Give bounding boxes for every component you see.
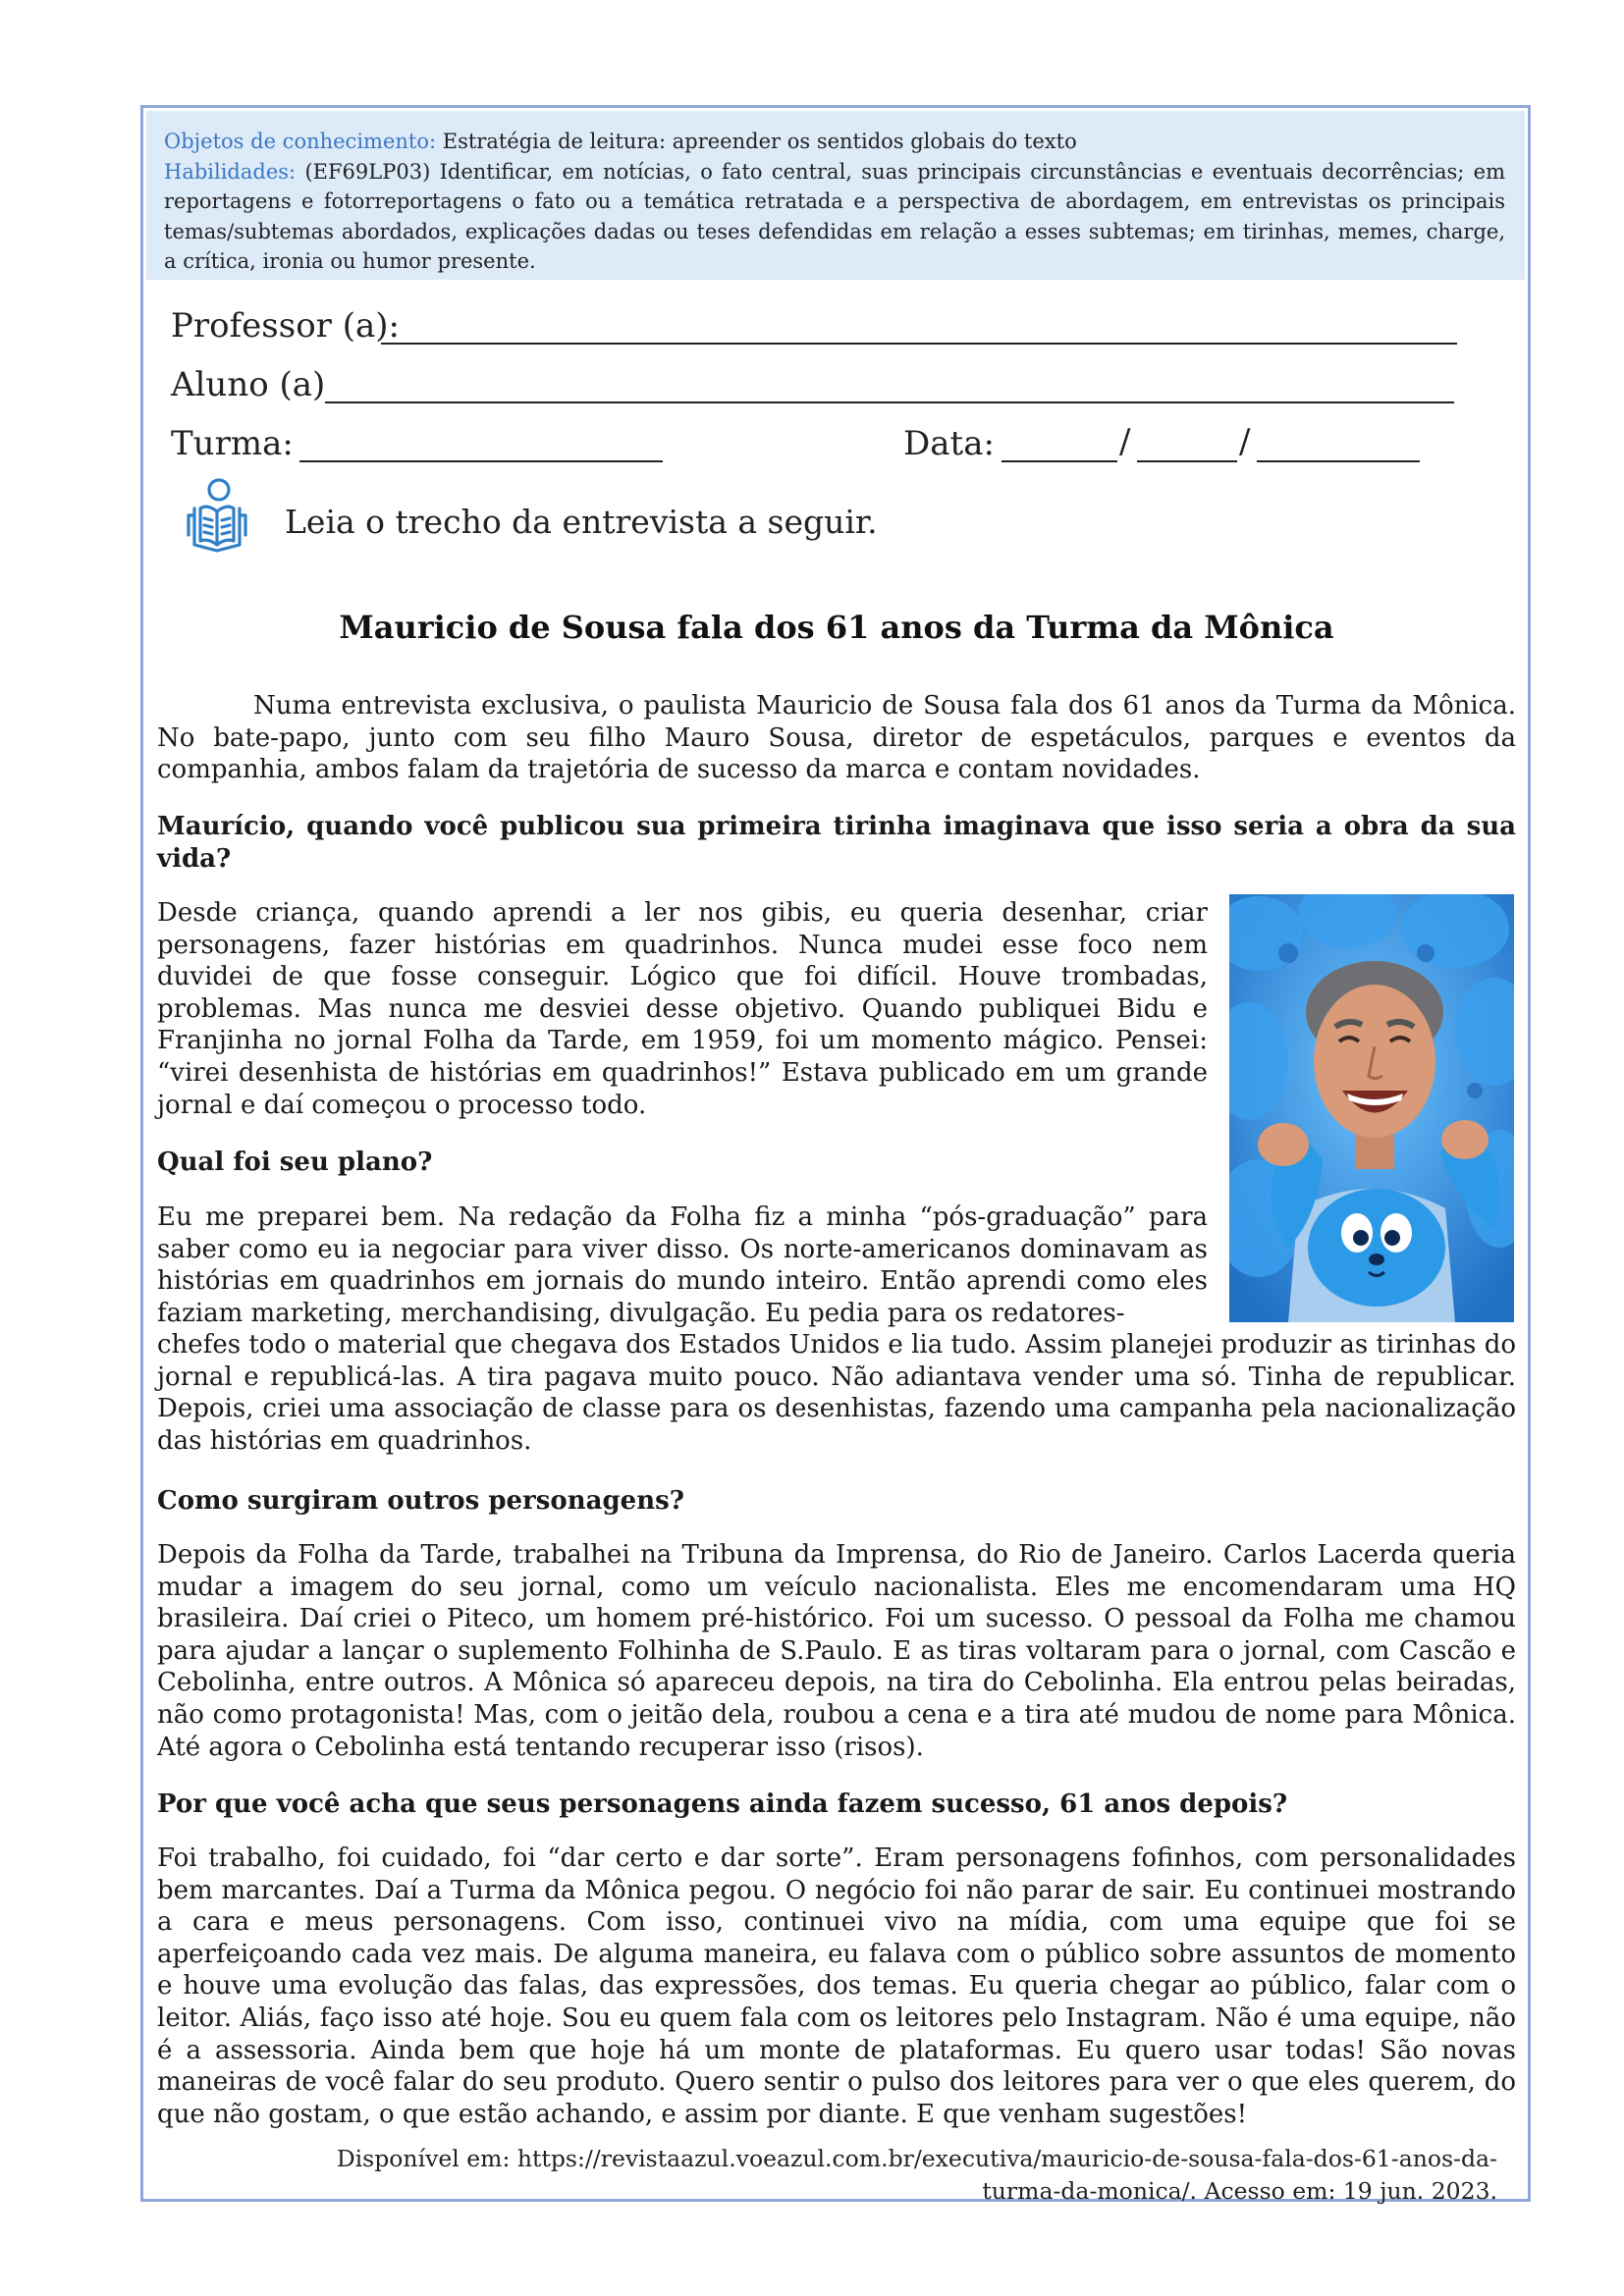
- date-day-field[interactable]: [1001, 460, 1117, 462]
- skills-header: [146, 111, 1525, 280]
- objetos-text: Estratégia de leitura: apreender os sentidos globais do texto: [442, 130, 1077, 153]
- habilidades-label: Habilidades:: [164, 159, 297, 184]
- source-citation: [236, 2143, 1497, 2208]
- aluno-label: Aluno (a): [171, 365, 326, 404]
- answer-4: Foi trabalho, foi cuidado, foi “dar certo e dar sorte”. Eram personagens fofinhos, com personalidades bem marcantes. Daí a Turma da Mônica pegou. O negócio foi não parar de sair. Eu continuei mostrando a cara e meus personagens. Com isso, continuei vivo na mídia, com uma equipe que foi se aperfeiçoando cada vez mais. De alguma maneira, eu falava com o público sobre assuntos de momento e houve uma evolução das falas, das expressões, dos temas. Eu queria chegar ao público, falar com o leitor. Aliás, faço isso até hoje. Sou eu quem fala com os leitores pelo Instagram. Não é uma equipe, não é a assessoria. Ainda bem que hoje há um monte de plataformas. Eu quero usar todas! São novas maneiras de você falar do seu produto. Quero sentir o pulso dos leitores para ver o que eles querem, do que não gostam, o que estão achando, e assim por diante. E que venham sugestões!: [157, 1843, 1516, 2129]
- source-line-2: turma-da-monica/. Acesso em: 19 jun. 2023.: [982, 2177, 1497, 2205]
- reading-instruction: Leia o trecho da entrevista a seguir.: [285, 503, 878, 541]
- photo-illustration: [1229, 894, 1514, 1322]
- turma-field[interactable]: [299, 460, 663, 462]
- intro-block: [157, 690, 1516, 786]
- question-1: Maurício, quando você publicou sua primeira tirinha imaginava que isso seria a obra da sua vida?: [157, 812, 1516, 874]
- source-line-1: Disponível em: https://revistaazul.voeazul.com.br/executiva/mauricio-de-sousa-fala-dos-61-anos-da-: [336, 2145, 1497, 2172]
- turma-label: Turma:: [171, 424, 294, 463]
- answer-2-part-2: chefes todo o material que chegava dos Estados Unidos e lia tudo. Assim planejei produzir as tirinhas do jornal e republicá-las. A tira pagava muito pouco. Não adiantava vender uma só. Tinha de republicar. Depois, criei uma associação de classe para os desenhistas, fazendo uma campanha pela nacionalização das histórias em quadrinhos.: [157, 1330, 1516, 1456]
- habilidades-text: (EF69LP03) Identificar, em notícias, o fato central, suas principais circunstâncias e eventuais decorrências; em reportagens e fotorreportagens o fato ou a temática retratada e a perspectiva de abordagem, em entrevistas os principais temas/subtemas abordados, explicações dadas ou teses defendidas em relação a esses subtemas; em tirinhas, memes, charge, a crítica, ironia ou humor presente.: [164, 159, 1505, 273]
- date-month-field[interactable]: [1137, 460, 1237, 462]
- article-title: Mauricio de Sousa fala dos 61 anos da Turma da Mônica: [339, 609, 1334, 646]
- objetos-label: Objetos de conhecimento:: [164, 130, 437, 153]
- question-3: Como surgiram outros personagens?: [157, 1486, 684, 1516]
- reading-person-icon: [177, 476, 257, 557]
- mauricio-photo: [1229, 894, 1514, 1322]
- data-label: Data:: [903, 424, 995, 463]
- answer-1: Desde criança, quando aprendi a ler nos gibis, eu queria desenhar, criar personagens, fazer histórias em quadrinhos. Nunca mudei esse foco nem duvidei de que fosse conseguir. Lógico que foi difícil. Houve trombadas, problemas. Mas nunca me desviei desse objetivo. Quando publiquei Bidu e Franjinha no jornal Folha da Tarde, em 1959, foi um momento mágico. Pensei: “virei desenhista de histórias em quadrinhos!” Estava publicado em um grande jornal e daí começou o processo todo.: [157, 898, 1208, 1120]
- professor-label: Professor (a):: [171, 306, 400, 346]
- intro-paragraph: Numa entrevista exclusiva, o paulista Mauricio de Sousa fala dos 61 anos da Turma da Mônica. No bate-papo, junto com seu filho Mauro Sousa, diretor de espetáculos, parques e eventos da companhia, ambos falam da trajetória de sucesso da marca e contam novidades.: [157, 691, 1516, 785]
- professor-field[interactable]: [381, 343, 1457, 345]
- question-2: Qual foi seu plano?: [157, 1148, 433, 1177]
- answer-2-part-1: Eu me preparei bem. Na redação da Folha fiz a minha “pós-graduação” para saber como eu ia negociar para viver disso. Os norte-americanos dominavam as histórias em quadrinhos em jornais do mundo inteiro. Então aprendi como eles faziam marketing, merchandising, divulgação. Eu pedia para os redatores-: [157, 1202, 1208, 1328]
- date-slash-2: /: [1239, 422, 1251, 461]
- date-year-field[interactable]: [1257, 460, 1420, 462]
- question-4: Por que você acha que seus personagens ainda fazem sucesso, 61 anos depois?: [157, 1789, 1288, 1819]
- habilidades-paragraph: [164, 157, 1505, 277]
- answer-3: Depois da Folha da Tarde, trabalhei na Tribuna da Imprensa, do Rio de Janeiro. Carlos Lacerda queria mudar a imagem do seu jornal, como um veículo nacionalista. Eles me encomendaram uma HQ brasileira. Daí criei o Piteco, um homem pré-histórico. Foi um sucesso. O pessoal da Folha me chamou para ajudar a lançar o suplemento Folhinha de S.Paulo. E as tiras voltaram para o jornal, com Cascão e Cebolinha, entre outros. A Mônica só apareceu depois, na tira do Cebolinha. Ela entrou pelas beiradas, não como protagonista! Mas, com o jeitão dela, roubou a cena e a tira até mudou de nome para Mônica. Até agora o Cebolinha está tentando recuperar isso (risos).: [157, 1540, 1516, 1762]
- date-slash-1: /: [1119, 422, 1131, 461]
- objetos-line: [164, 127, 1505, 157]
- aluno-field[interactable]: [325, 401, 1454, 403]
